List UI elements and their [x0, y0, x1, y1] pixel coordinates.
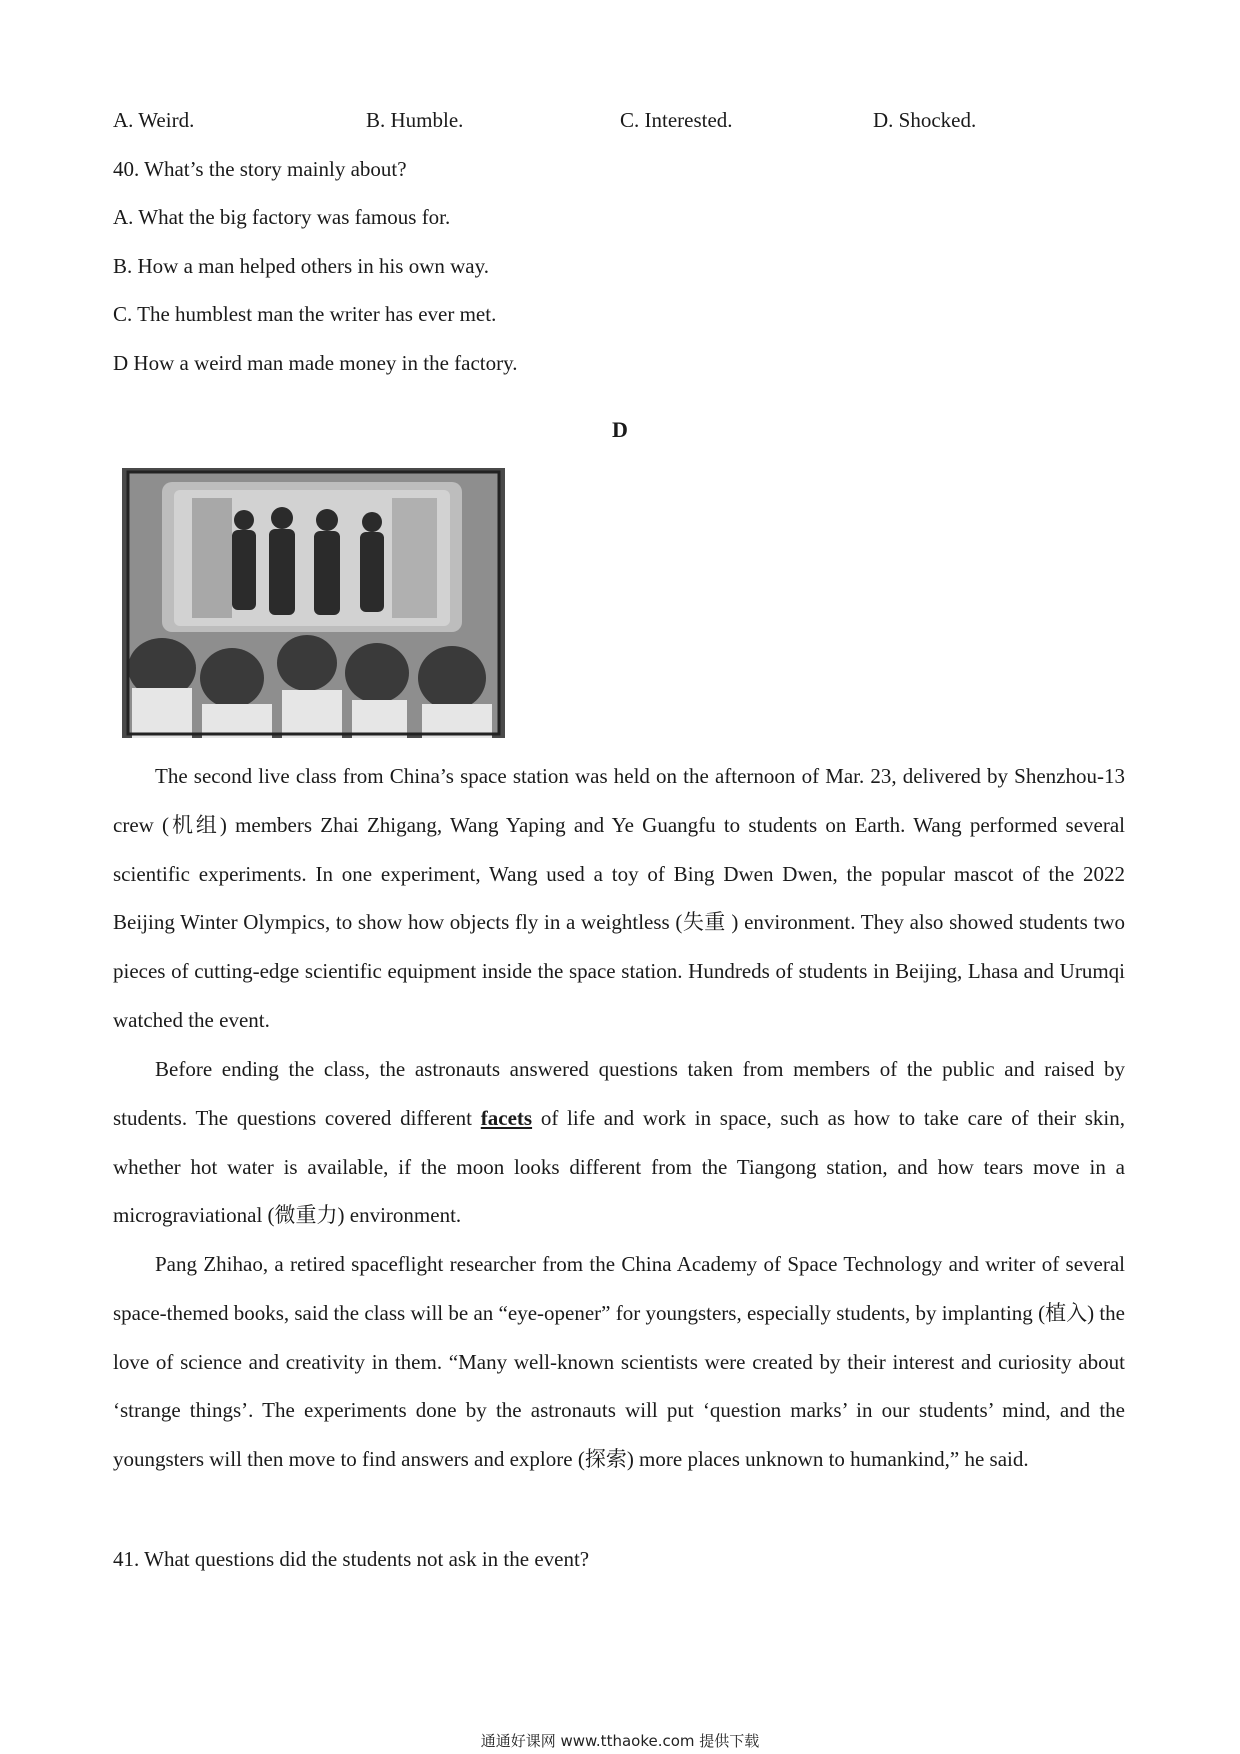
q40-option-b: B. How a man helped others in his own way.: [113, 254, 489, 278]
page-footer: 通通好课网 www.tthaoke.com 提供下载: [480, 1732, 760, 1750]
q41-question: 41. What questions did the students not ask in the event?: [113, 1547, 590, 1571]
q40-option-a: A. What the big factory was famous for.: [113, 205, 451, 229]
q40-option-d: D How a weird man made money in the factory.: [113, 351, 518, 375]
q39-option-c: C. Interested.: [620, 108, 733, 132]
paragraph-2-text-b: of life and work in space, such as how to take care of their skin, whether hot water is available, if the moon looks different from the Tiangong station, and how tears move in a micrograviational (微重力) environment.: [113, 1105, 1126, 1228]
classroom-photo: [122, 468, 505, 738]
q39-option-a: A. Weird.: [113, 108, 195, 132]
q40-option-c: C. The humblest man the writer has ever met.: [113, 302, 497, 326]
vocab-word-facets: facets: [480, 1105, 533, 1130]
q39-option-d: D. Shocked.: [873, 108, 977, 132]
q40-question: 40. What’s the story mainly about?: [113, 157, 407, 181]
passage-paragraph-2: [113, 1045, 1125, 1240]
section-heading: D: [612, 417, 628, 442]
paragraph-2-text-a: Before ending the class, the astronauts answered questions taken from members of the public and raised by students. The questions covered different: [113, 1057, 1125, 1130]
passage-paragraph-1: The second live class from China’s space station was held on the afternoon of Mar. 23, delivered by Shenzhou-13 crew (机组) members Zhai Zhigang, Wang Yaping and Ye Guangfu to students on Earth. Wang performed several scientific experiments. In one experiment, Wang used a toy of Bing Dwen Dwen, the popular mascot of the 2022 Beijing Winter Olympics, to show how objects fly in a weightless (失重 ) environment. They also showed students two pieces of cutting-edge scientific equipment inside the space station. Hundreds of students in Beijing, Lhasa and Urumqi watched the event.: [113, 764, 1125, 1032]
q39-option-b: B. Humble.: [366, 108, 464, 132]
passage-paragraph-3: Pang Zhihao, a retired spaceflight researcher from the China Academy of Space Technology and writer of several space-themed books, said the class will be an “eye-opener” for youngsters, especially students, by implanting (植入) the love of science and creativity in them. “Many well-known scientists were created by their interest and curiosity about ‘strange things’. The experiments done by the astronauts will put ‘question marks’ in our students’ mind, and the youngsters will then move to find answers and explore (探索) more places unknown to humankind,” he said.: [113, 1252, 1125, 1472]
